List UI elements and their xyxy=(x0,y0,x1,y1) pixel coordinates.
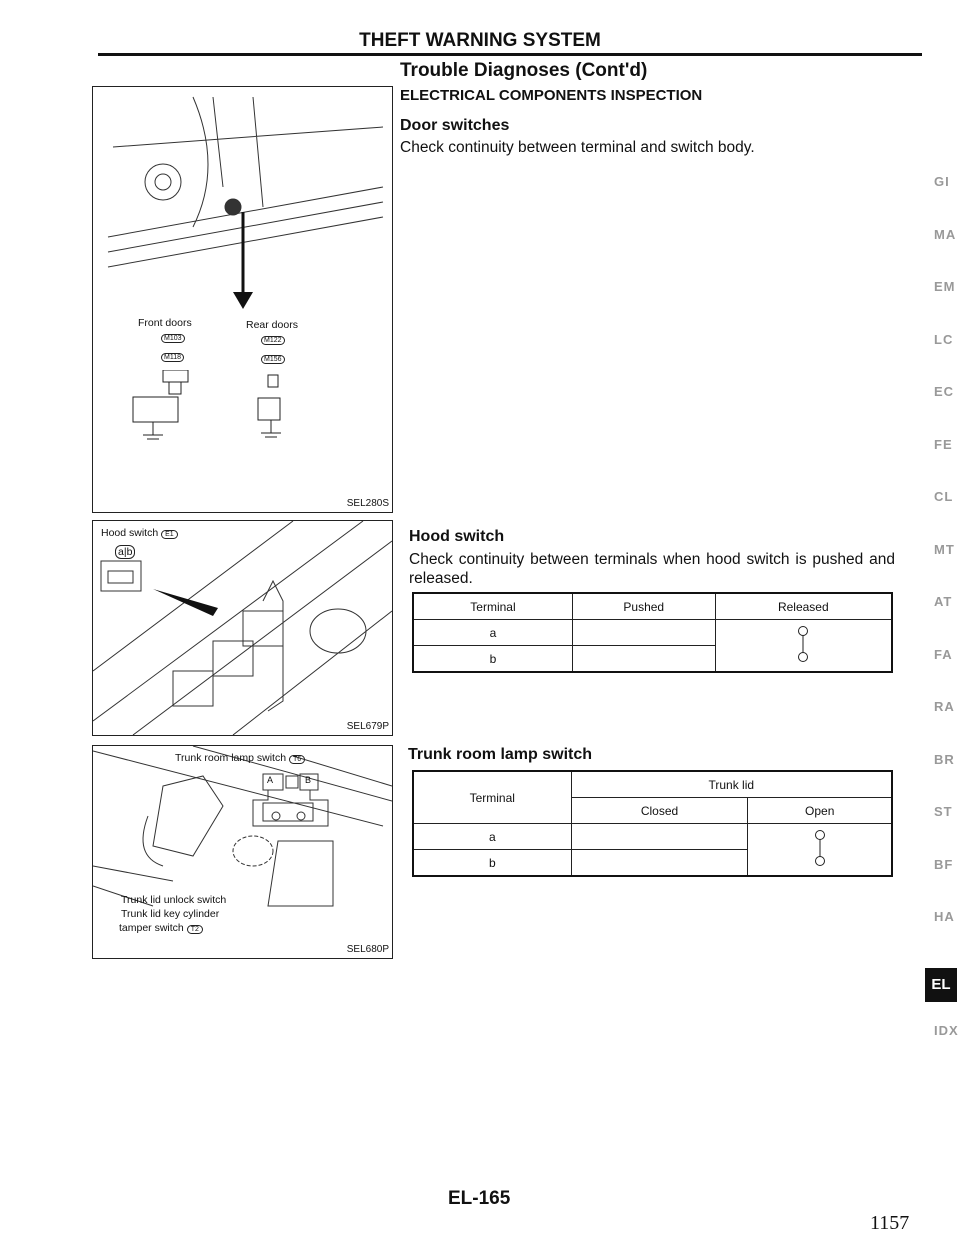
trunk-switch-figure xyxy=(92,745,393,959)
figure-code: SEL680P xyxy=(346,944,389,955)
continuity-icon xyxy=(813,828,827,868)
trunk-room-lamp-switch-label: Trunk room lamp switch T6 xyxy=(175,752,305,764)
rear-doors-label: Rear doors xyxy=(246,319,298,331)
trunk-switch-title: Trunk room lamp switch xyxy=(408,746,593,763)
terminal-cell: a xyxy=(413,620,572,646)
hood-switch-label: Hood switch E1 xyxy=(101,527,178,539)
terminal-b: B xyxy=(305,775,312,785)
column-header: Closed xyxy=(571,798,748,824)
tab-idx[interactable]: IDX xyxy=(934,1023,959,1038)
hood-switch-table xyxy=(412,592,893,673)
terminal-b-label: b xyxy=(126,546,133,558)
door-switches-title: Door switches xyxy=(400,117,510,134)
column-header: Pushed xyxy=(572,593,715,620)
tab-mt[interactable]: MT xyxy=(934,541,955,557)
terminal-cell: b xyxy=(413,646,572,673)
column-header: Terminal xyxy=(413,771,571,824)
connector-m156: M156 xyxy=(261,355,285,364)
connector-e1: E1 xyxy=(161,530,178,539)
connector-t6: T6 xyxy=(289,755,305,764)
tab-cl[interactable]: CL xyxy=(934,489,954,504)
terminal-cell: b xyxy=(413,850,571,877)
door-switches-text: Check continuity between terminal and switch body. xyxy=(400,139,755,156)
tab-fe[interactable]: FE xyxy=(934,436,953,452)
tab-ec[interactable]: EC xyxy=(934,384,955,399)
figure-code: SEL280S xyxy=(346,498,389,509)
tab-br[interactable]: BR xyxy=(934,751,955,767)
connector-t2: T2 xyxy=(187,925,203,934)
header-rule xyxy=(98,53,922,56)
terminal-a: A xyxy=(267,775,274,785)
hood-illustration xyxy=(93,521,392,735)
connector-m118: M118 xyxy=(161,353,184,362)
continuity-mark xyxy=(715,620,892,673)
tab-gi[interactable]: GI xyxy=(934,174,950,189)
tab-bf[interactable]: BF xyxy=(934,856,954,872)
tab-el-active[interactable]: EL xyxy=(925,968,957,1002)
section-heading: ELECTRICAL COMPONENTS INSPECTION xyxy=(400,87,703,104)
tab-st[interactable]: ST xyxy=(934,804,953,819)
front-doors-label: Front doors xyxy=(138,317,192,329)
continuity-icon xyxy=(796,624,810,664)
column-header: Released xyxy=(715,593,892,620)
connector-m103: M103 xyxy=(161,334,185,343)
tamper-switch-label: tamper switch T2 xyxy=(119,922,203,934)
group-header: Trunk lid xyxy=(571,771,892,798)
key-cylinder-label: Trunk lid key cylinder xyxy=(121,908,220,920)
hood-switch-title: Hood switch xyxy=(409,528,505,545)
tab-ha[interactable]: HA xyxy=(934,909,955,924)
continuity-mark xyxy=(748,824,892,877)
door-switch-figure xyxy=(92,86,393,513)
figure-code: SEL679P xyxy=(346,721,389,732)
terminal-a-label: a xyxy=(118,546,124,558)
tab-ma[interactable]: MA xyxy=(934,226,957,242)
page-number: 1157 xyxy=(870,1212,910,1234)
tab-fa[interactable]: FA xyxy=(934,646,953,662)
hood-switch-figure: Hood switch E1 a|b SEL679P xyxy=(92,520,393,736)
tab-em[interactable]: EM xyxy=(934,279,956,294)
column-header: Open xyxy=(748,798,892,824)
page-subtitle: Trouble Diagnoses (Cont'd) xyxy=(400,60,648,81)
tab-lc[interactable]: LC xyxy=(934,331,954,347)
connector-m122: M122 xyxy=(261,336,285,345)
section-title: THEFT WARNING SYSTEM xyxy=(359,30,601,51)
terminal-cell: a xyxy=(413,824,571,850)
trunk-lid-unlock-switch-label: Trunk lid unlock switch xyxy=(121,894,227,906)
page-code: EL-165 xyxy=(448,1188,511,1209)
hood-switch-text: Check continuity between terminals when hood switch is pushed and released. xyxy=(409,551,895,587)
switch-schematic xyxy=(93,370,392,470)
column-header: Terminal xyxy=(413,593,572,620)
trunk-switch-table xyxy=(412,770,893,877)
tab-at[interactable]: AT xyxy=(934,594,953,609)
door-illustration xyxy=(93,87,392,317)
tab-ra[interactable]: RA xyxy=(934,699,955,714)
